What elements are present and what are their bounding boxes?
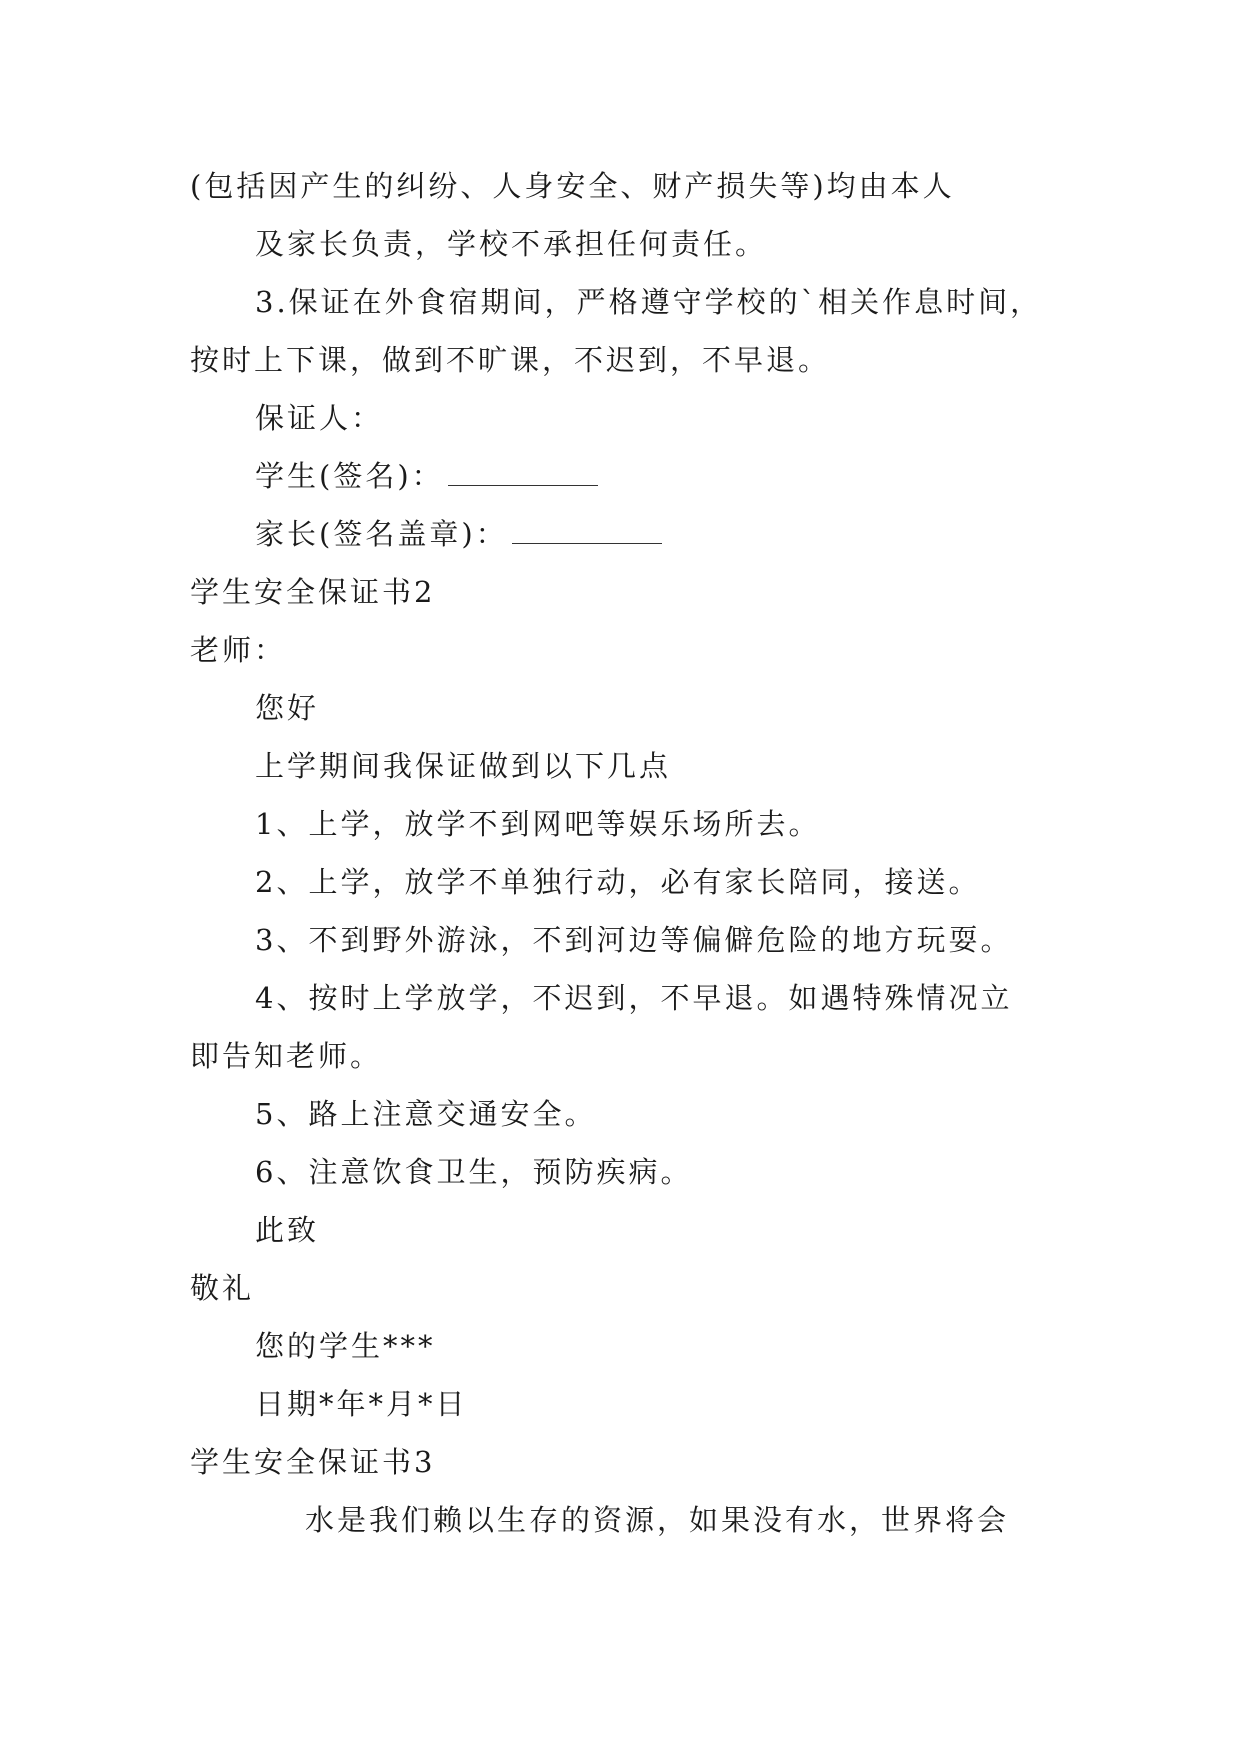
date: 日期*年*月*日 (255, 1387, 468, 1421)
salutation: 老师： (190, 633, 287, 667)
closing-regards: 敬礼 (190, 1271, 255, 1305)
list-item: 1、上学，放学不到网吧等娱乐场所去。 (255, 807, 821, 841)
student-signature-label: 学生(签名)： (255, 459, 444, 493)
section-title: 学生安全保证书2 (190, 575, 436, 609)
text-line: 上学期间我保证做到以下几点 (255, 749, 672, 783)
list-item: 6、注意饮食卫生，预防疾病。 (255, 1155, 693, 1189)
list-item-continuation: 即告知老师。 (190, 1039, 383, 1073)
text-line: (包括因产生的纠纷、人身安全、财产损失等)均由本人 (190, 169, 955, 203)
section-title: 学生安全保证书3 (190, 1445, 436, 1479)
greeting: 您好 (255, 691, 320, 725)
text-line: 3.保证在外食宿期间，严格遵守学校的`相关作息时间， (255, 285, 1043, 319)
parent-signature-blank (512, 521, 662, 544)
list-item: 2、上学，放学不单独行动，必有家长陪同，接送。 (255, 865, 981, 899)
list-item: 3、不到野外游泳，不到河边等偏僻危险的地方玩耍。 (255, 923, 1013, 957)
parent-signature-row (255, 514, 662, 554)
signature: 您的学生*** (255, 1329, 436, 1363)
text-line: 水是我们赖以生存的资源，如果没有水，世界将会 (305, 1503, 1010, 1537)
parent-signature-label: 家长(签名盖章)： (255, 517, 508, 551)
list-item: 5、路上注意交通安全。 (255, 1097, 597, 1131)
closing: 此致 (255, 1213, 320, 1247)
student-signature-blank (448, 463, 598, 486)
text-line: 及家长负责，学校不承担任何责任。 (255, 227, 768, 261)
student-signature-row (255, 456, 598, 496)
list-item: 4、按时上学放学，不迟到，不早退。如遇特殊情况立 (255, 981, 1013, 1015)
text-line: 按时上下课，做到不旷课，不迟到，不早退。 (190, 343, 831, 377)
guarantor-heading: 保证人： (255, 401, 384, 435)
